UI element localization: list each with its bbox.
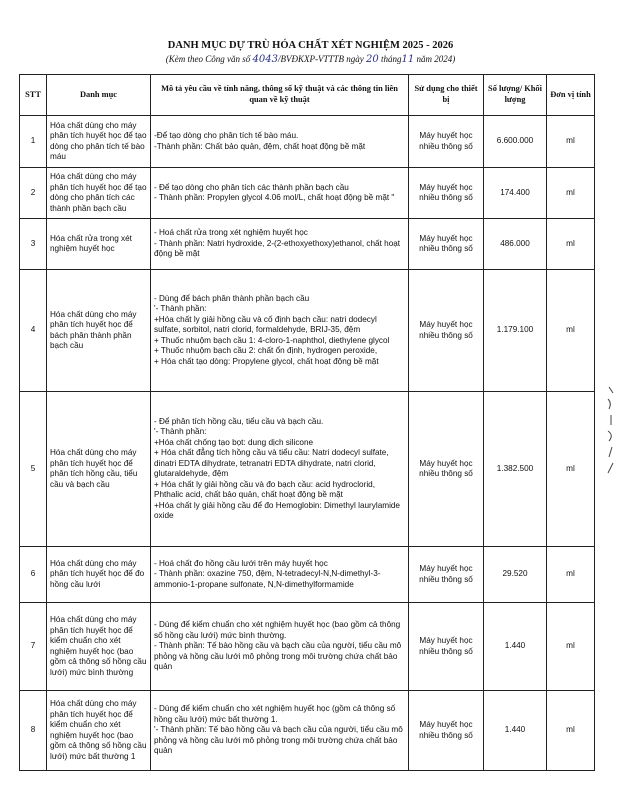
cell-quantity: 1.440 bbox=[484, 603, 547, 691]
subtitle-month-word: tháng bbox=[380, 54, 402, 64]
handwritten-month: 11 bbox=[401, 54, 415, 65]
table-row bbox=[20, 219, 595, 270]
cell-stt: 8 bbox=[20, 691, 47, 771]
cell-name: Hóa chất rửa trong xét nghiệm huyết học bbox=[47, 219, 151, 270]
cell-unit: ml bbox=[547, 392, 595, 547]
cell-device: Máy huyết học nhiều thông số bbox=[409, 547, 484, 603]
cell-description: - Dùng để kiểm chuẩn cho xét nghiệm huyết học (gồm cả thông số hồng cầu lưới) mức bất thường 1. '- Thành phần: Tế bào hồng cầu và bạch cầu của người, tiểu cầu mô phỏng và hồng cầu lưới mô phỏng trong môi trường chứa chất bảo quản bbox=[151, 691, 409, 771]
cell-stt: 6 bbox=[20, 547, 47, 603]
cell-unit: ml bbox=[547, 691, 595, 771]
subtitle-suffix: năm 2024) bbox=[416, 54, 456, 64]
cell-description: - Hoá chất rửa trong xét nghiệm huyết học - Thành phần: Natri hydroxide, 2-(2-ethoxyethoxy)ethanol, chất hoạt động bề mặt bbox=[151, 219, 409, 270]
column-header-device: Sử dụng cho thiết bị bbox=[409, 75, 484, 116]
cell-description: - Để phân tích hồng cầu, tiểu cầu và bạch cầu. '- Thành phần: +Hóa chất chống tạo bọt: dung dịch silicone + Hóa chất đẳng tích hồng cầu và tiểu cầu: Natri dodecyl sulfate, dinatri EDTA dihydrate, tetranatri EDTA dihydrate, natri clorid, glutaraldehyde, đệm + Hóa chất ly giải hồng cầu và đo bạch cầu: acid hydroclorid, Phthalic acid, chất bảo quản, chất hoạt động bề mặt +Hóa chất ly giải hồng cầu để đo Hemoglobin: Dimethyl laurylamide oxide bbox=[151, 392, 409, 547]
cell-device: Máy huyết học nhiều thông số bbox=[409, 168, 484, 219]
column-header-stt: STT bbox=[20, 75, 47, 116]
table-header-row bbox=[20, 75, 595, 116]
cell-stt: 5 bbox=[20, 392, 47, 547]
cell-name: Hóa chất dùng cho máy phân tích huyết học để đo hồng cầu lưới bbox=[47, 547, 151, 603]
cell-quantity: 486.000 bbox=[484, 219, 547, 270]
document-subtitle bbox=[0, 54, 621, 65]
cell-unit: ml bbox=[547, 603, 595, 691]
cell-description: - Dùng để bách phân thành phần bạch cầu '- Thành phần: +Hóa chất ly giải hồng cầu và cố định bạch cầu: natri dodecyl sulfate, sorbitol, natri clorid, formaldehyde, BRIJ-35, đệm + Thuốc nhuộm bạch cầu 1: 4-cloro-1-naphthol, diethylene glycol + Thuốc nhuộm bạch cầu 2: chất ổn định, hydrogen peroxide, + Hóa chất tạo dòng: Propylene glycol, chất hoạt động bề mặt bbox=[151, 270, 409, 392]
column-header-name: Danh mục bbox=[47, 75, 151, 116]
cell-quantity: 1.179.100 bbox=[484, 270, 547, 392]
cell-quantity: 29.520 bbox=[484, 547, 547, 603]
cell-unit: ml bbox=[547, 547, 595, 603]
cell-quantity: 1.382.500 bbox=[484, 392, 547, 547]
table-row bbox=[20, 392, 595, 547]
column-header-quantity: Số lượng/ Khối lượng bbox=[484, 75, 547, 116]
cell-name: Hóa chất dùng cho máy phân tích huyết học để tạo dòng cho phân tích các thành phần bạch cầu bbox=[47, 168, 151, 219]
table-row bbox=[20, 116, 595, 168]
cell-stt: 7 bbox=[20, 603, 47, 691]
table-row bbox=[20, 547, 595, 603]
cell-device: Máy huyết học nhiều thông số bbox=[409, 219, 484, 270]
table-row bbox=[20, 270, 595, 392]
chemical-list-table bbox=[19, 74, 595, 771]
cell-unit: ml bbox=[547, 116, 595, 168]
cell-description: -Để tạo dòng cho phân tích tế bào máu. -Thành phần: Chất bảo quản, đệm, chất hoạt động bề mặt bbox=[151, 116, 409, 168]
cell-description: - Dùng để kiểm chuẩn cho xét nghiệm huyết học (bao gồm cả thông số hồng cầu lưới) mức bình thường. - Thành phần: Tế bào hồng cầu và bạch cầu của người, tiểu cầu mô phỏng và hồng cầu lưới mô phỏng trong môi trường chứa chất bảo quản bbox=[151, 603, 409, 691]
cell-stt: 1 bbox=[20, 116, 47, 168]
cell-stt: 3 bbox=[20, 219, 47, 270]
scribble-icon bbox=[606, 385, 616, 475]
margin-handwritten-marks bbox=[606, 385, 616, 480]
cell-quantity: 1.440 bbox=[484, 691, 547, 771]
cell-name: Hóa chất dùng cho máy phân tích huyết học để kiểm chuẩn cho xét nghiệm huyết học (bao gồm cả thông số hồng cầu lưới) mức bất thường 1 bbox=[47, 691, 151, 771]
cell-name: Hóa chất dùng cho máy phân tích huyết học để tạo dòng cho phân tích tế bào máu bbox=[47, 116, 151, 168]
cell-device: Máy huyết học nhiều thông số bbox=[409, 116, 484, 168]
document-title: DANH MỤC DỰ TRÙ HÓA CHẤT XÉT NGHIỆM 2025 - 2026 bbox=[167, 40, 454, 51]
table-row bbox=[20, 603, 595, 691]
table-row bbox=[20, 691, 595, 771]
cell-name: Hóa chất dùng cho máy phân tích huyết học để kiểm chuẩn cho xét nghiệm huyết học (bao gồm cả thông số hồng cầu lưới) mức bình thường bbox=[47, 603, 151, 691]
cell-name: Hóa chất dùng cho máy phân tích huyết học để phân tích hồng cầu, tiểu cầu và bạch cầu bbox=[47, 392, 151, 547]
cell-device: Máy huyết học nhiều thông số bbox=[409, 691, 484, 771]
cell-description: - Hoá chất đo hồng cầu lưới trên máy huyết học - Thành phần: oxazine 750, đệm, N-tetradecyl-N,N-dimethyl-3-ammonio-1-propane sulfonate, N,N-dimethylformamide bbox=[151, 547, 409, 603]
cell-device: Máy huyết học nhiều thông số bbox=[409, 392, 484, 547]
cell-unit: ml bbox=[547, 219, 595, 270]
column-header-unit: Đơn vị tính bbox=[547, 75, 595, 116]
cell-unit: ml bbox=[547, 270, 595, 392]
handwritten-day: 20 bbox=[365, 54, 379, 65]
cell-name: Hóa chất dùng cho máy phân tích huyết học để bách phân thành phần bạch cầu bbox=[47, 270, 151, 392]
handwritten-doc-number: 4043 bbox=[252, 54, 278, 65]
cell-quantity: 174.400 bbox=[484, 168, 547, 219]
cell-device: Máy huyết học nhiều thông số bbox=[409, 270, 484, 392]
cell-stt: 2 bbox=[20, 168, 47, 219]
cell-unit: ml bbox=[547, 168, 595, 219]
column-header-description: Mô tả yêu cầu về tính năng, thông số kỹ thuật và các thông tin liên quan về kỹ thuật bbox=[151, 75, 409, 116]
subtitle-mid: /BVĐKXP-VTTTB ngày bbox=[277, 54, 364, 64]
cell-device: Máy huyết học nhiều thông số bbox=[409, 603, 484, 691]
cell-description: - Để tạo dòng cho phân tích các thành phần bạch cầu - Thành phần: Propylen glycol 4.06 mol/L, chất hoạt động bề mặt " bbox=[151, 168, 409, 219]
subtitle-prefix: (Kèm theo Công văn số bbox=[165, 54, 251, 64]
table-row bbox=[20, 168, 595, 219]
cell-quantity: 6.600.000 bbox=[484, 116, 547, 168]
cell-stt: 4 bbox=[20, 270, 47, 392]
